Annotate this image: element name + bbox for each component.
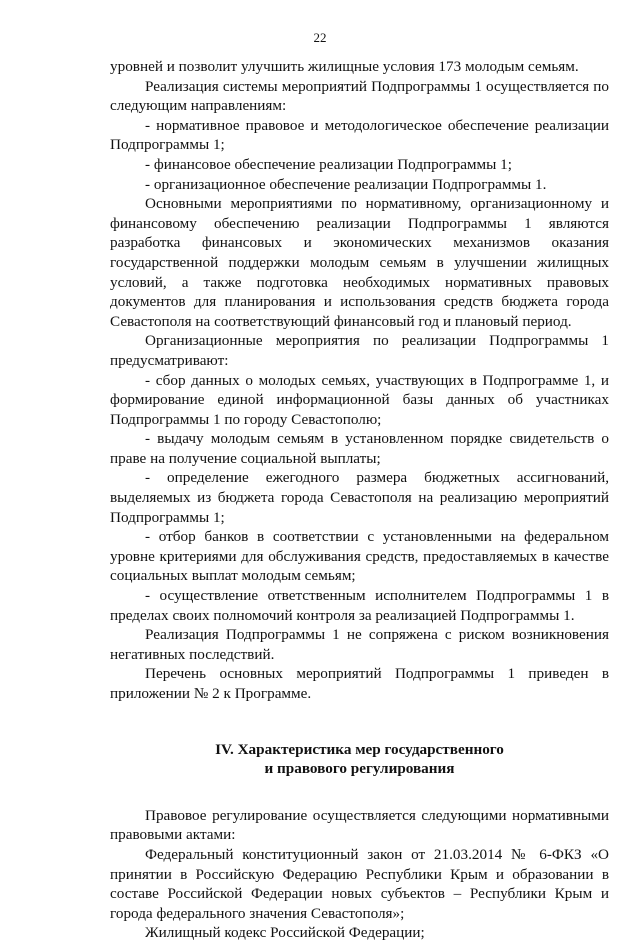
paragraph: Правовое регулирование осуществляется следующими нормативными правовыми актами:	[110, 806, 609, 844]
paragraph: - нормативное правовое и методологическое обеспечение реализации Подпрограммы 1;	[110, 116, 609, 154]
paragraph: Организационные мероприятия по реализации Подпрограммы 1 предусматривают:	[110, 332, 609, 369]
section-top	[110, 57, 609, 704]
section-bottom	[110, 806, 609, 943]
paragraph: Жилищный кодекс Российской Федерации;	[145, 924, 425, 942]
paragraph: Реализация Подпрограммы 1 не сопряжена с риском возникновения негативных последствий.	[110, 626, 609, 663]
section-heading-line-2: и правового регулирования	[264, 760, 455, 778]
paragraph: - осуществление ответственным исполнителем Подпрограммы 1 в пределах своих полномочий контроля за реализацией Подпрограммы 1.	[110, 587, 609, 624]
paragraph: - отбор банков в соответствии с установленными на федеральном уровне критериями для обслуживания средств, предоставляемых в качестве социальных выплат молодым семьям;	[110, 528, 609, 585]
paragraph: Федеральный конституционный закон от 21.03.2014 № 6-ФКЗ «О принятии в Российскую Федерацию Республики Крым и образовании в составе Российской Федерации новых субъектов – Республики Крым и города федерального значения Севастополя»;	[110, 845, 609, 922]
paragraph: - определение ежегодного размера бюджетных ассигнований, выделяемых из бюджета города Севастополя на реализацию мероприятий Подпрограммы 1;	[110, 469, 609, 526]
section-heading-line-1: IV. Характеристика мер государственного	[215, 740, 504, 758]
section-heading	[110, 740, 609, 779]
paragraph: - финансовое обеспечение реализации Подпрограммы 1;	[145, 155, 512, 173]
paragraph: Реализация системы мероприятий Подпрограммы 1 осуществляется по следующим направлениям:	[110, 77, 609, 115]
paragraph: - выдачу молодым семьям в установленном порядке свидетельств о праве на получение социальной выплаты;	[110, 430, 609, 467]
paragraph: уровней и позволит улучшить жилищные условия 173 молодым семьям.	[110, 58, 579, 75]
paragraph: - организационное обеспечение реализации Подпрограммы 1.	[145, 175, 547, 193]
paragraph: Основными мероприятиями по нормативному, организационному и финансовому обеспечению реализации Подпрограммы 1 являются разработка финансовых и экономических механизмов оказания государственной поддержки молодым семьям в улучшении жилищных условий, а также подготовка необходимых нормативных правовых документов для планирования и использования средств бюджета города Севастополя на соответствующий финансовый год и плановый период.	[110, 195, 609, 330]
paragraph: - сбор данных о молодых семьях, участвующих в Подпрограмме 1, и формирование единой информационной базы данных об участниках Подпрограммы 1 по городу Севастополю;	[110, 371, 609, 428]
paragraph: Перечень основных мероприятий Подпрограммы 1 приведен в приложении № 2 к Программе.	[110, 665, 609, 702]
document-body	[110, 57, 609, 943]
page-number: 22	[313, 30, 327, 45]
